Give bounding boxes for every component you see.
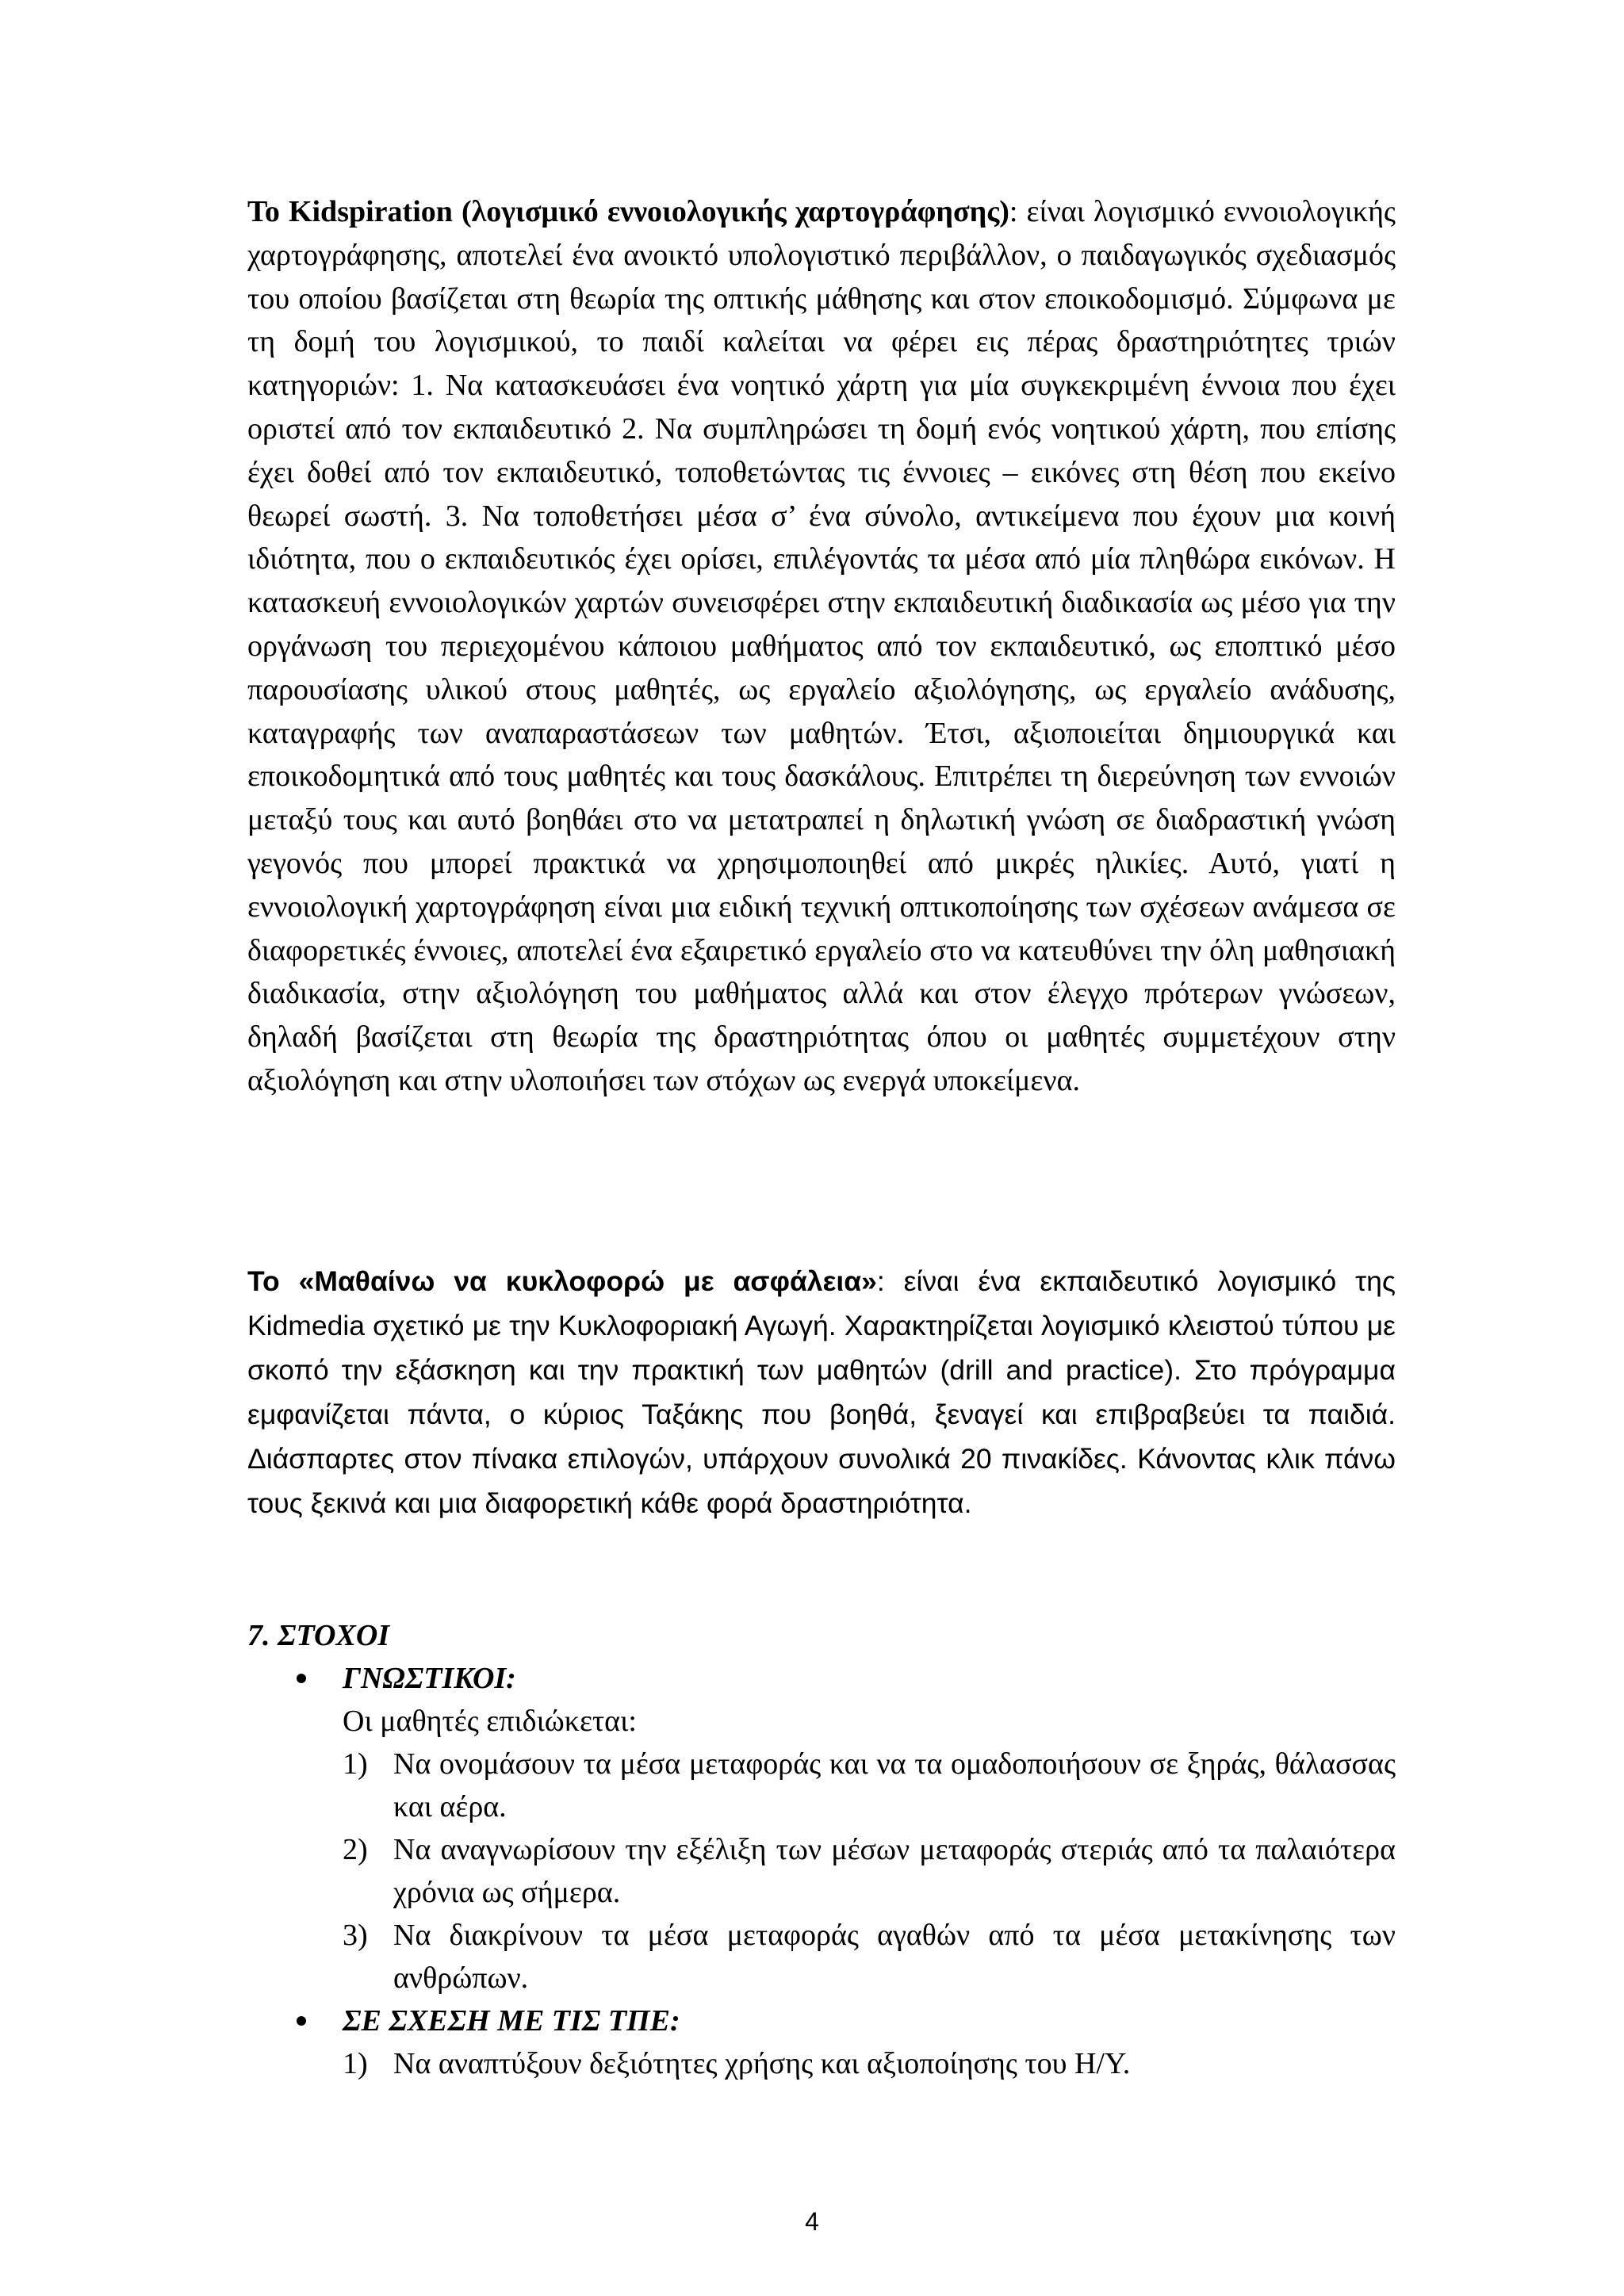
goals-group-cognitive — [247, 1657, 1396, 1700]
item-text: Να διακρίνουν τα μέσα μεταφοράς αγαθών από τα μέσα μετακίνησης των ανθρώπων. — [393, 1919, 1396, 1995]
traffic-software-body: : είναι ένα εκπαιδευτικό λογισμικό της Kidmedia σχετικό με την Κυκλοφοριακή Αγωγή. Χαρακτηρίζεται λογισμικό κλειστού τύπου με σκοπό την εξάσκηση και την πρακτική των μαθητών (drill and practice). Στο πρόγραμμα εμφανίζεται πάντα, ο κύριος Ταξάκης που βοηθά, ξεναγεί και επιβραβεύει τα παιδιά. Διάσπαρτες στον πίνακα επιλογών, υπάρχουν συνολικά 20 πινακίδες. Κάνοντας κλικ πάνω τους ξεκινά και μια διαφορετική κάθε φορά δραστηριότητα. — [247, 1265, 1396, 1519]
bullet-icon — [297, 2016, 306, 2026]
kidspiration-body: : είναι λογισμικό εννοιολογικής χαρτογράφησης, αποτελεί ένα ανοικτό υπολογιστικό περιβάλλον, ο παιδαγωγικός σχεδιασμός του οποίου βασίζεται στη θεωρία της οπτικής μάθησης και στον εποικοδομισμό. Σύμφωνα με τη δομή του λογισμικού, το παιδί καλείται να φέρει εις πέρας δραστηριότητες τριών κατηγοριών: 1. Να κατασκευάσει ένα νοητικό χάρτη για μία συγκεκριμένη έννοια που έχει οριστεί από τον εκπαιδευτικό 2. Να συμπληρώσει τη δομή ενός νοητικού χάρτη, που επίσης έχει δοθεί από τον εκπαιδευτικό, τοποθετώντας τις έννοιες – εικόνες στη θέση που εκείνο θεωρεί σωστή. 3. Να τοποθετήσει μέσα σ’ ένα σύνολο, αντικείμενα που έχουν μια κοινή ιδιότητα, που ο εκπαιδευτικός έχει ορίσει, επιλέγοντάς τα μέσα από μία πληθώρα εικόνων. Η κατασκευή εννοιολογικών χαρτών συνεισφέρει στην εκπαιδευτική διαδικασία ως μέσο για την οργάνωση του περιεχομένου κάποιου μαθήματος από τον εκπαιδευτικό, ως εποπτικό μέσο παρουσίασης υλικού στους μαθητές, ως εργαλείο αξιολόγησης, ως εργαλείο ανάδυσης, καταγραφής των αναπαραστάσεων των μαθητών. Έτσι, αξιοποιείται δημιουργικά και εποικοδομητικά από τους μαθητές και τους δασκάλους. Επιτρέπει τη διερεύνηση των εννοιών μεταξύ τους και αυτό βοηθάει στο να μετατραπεί η δηλωτική γνώση σε διαδραστική γνώση γεγονός που μπορεί πρακτικά να χρησιμοποιηθεί από μικρές ηλικίες. Αυτό, γιατί η εννοιολογική χαρτογράφηση είναι μια ειδική τεχνική οπτικοποίησης των σχέσεων ανάμεσα σε διαφορετικές έννοιες, αποτελεί ένα εξαιρετικό εργαλείο στο να κατευθύνει την όλη μαθησιακή διαδικασία, στην αξιολόγηση του μαθήματος αλλά και στον έλεγχο πρότερων γνώσεων, δηλαδή βασίζεται στη θεωρία της δραστηριότητας όπου οι μαθητές συμμετέχουν στην αξιολόγηση και στην υλοποιήσει των στόχων ως ενεργά υποκείμενα. — [247, 195, 1396, 1097]
traffic-software-paragraph — [247, 1259, 1396, 1525]
group-heading: ΣΕ ΣΧΕΣΗ ΜΕ ΤΙΣ ΤΠΕ: — [343, 2004, 680, 2038]
bullet-icon — [297, 1674, 306, 1683]
item-number: 1) — [343, 2047, 368, 2080]
traffic-software-lead: Το «Μαθαίνω να κυκλοφορώ με ασφάλεια» — [247, 1265, 877, 1297]
item-number: 3) — [343, 1919, 368, 1952]
list-item — [247, 1828, 1396, 1914]
list-item — [247, 2042, 1396, 2085]
goals-section — [247, 1614, 1396, 2085]
section-title: 7. ΣΤΟΧΟΙ — [247, 1619, 390, 1652]
item-text: Να ονομάσουν τα μέσα μεταφοράς και να τα ομαδοποιήσουν σε ξηράς, θάλασσας και αέρα. — [393, 1747, 1396, 1823]
list-item — [247, 1914, 1396, 1999]
page-number: 4 — [805, 2207, 819, 2236]
item-text: Να αναγνωρίσουν την εξέλιξη των μέσων μεταφοράς στεριάς από τα παλαιότερα χρόνια ως σήμερα. — [393, 1833, 1396, 1909]
group-intro: Οι μαθητές επιδιώκεται: — [343, 1705, 637, 1738]
item-text: Να αναπτύξουν δεξιότητες χρήσης και αξιοποίησης του Η/Υ. — [393, 2047, 1131, 2080]
list-item — [247, 1743, 1396, 1828]
kidspiration-lead: Το Kidspiration (λογισμικό εννοιολογικής χαρτογράφησης) — [247, 195, 1009, 228]
kidspiration-paragraph — [247, 190, 1396, 1103]
group-heading: ΓΝΩΣΤΙΚΟΙ: — [343, 1662, 516, 1695]
item-number: 1) — [343, 1747, 368, 1781]
goals-group-ict — [247, 1999, 1396, 2042]
item-number: 2) — [343, 1833, 368, 1866]
